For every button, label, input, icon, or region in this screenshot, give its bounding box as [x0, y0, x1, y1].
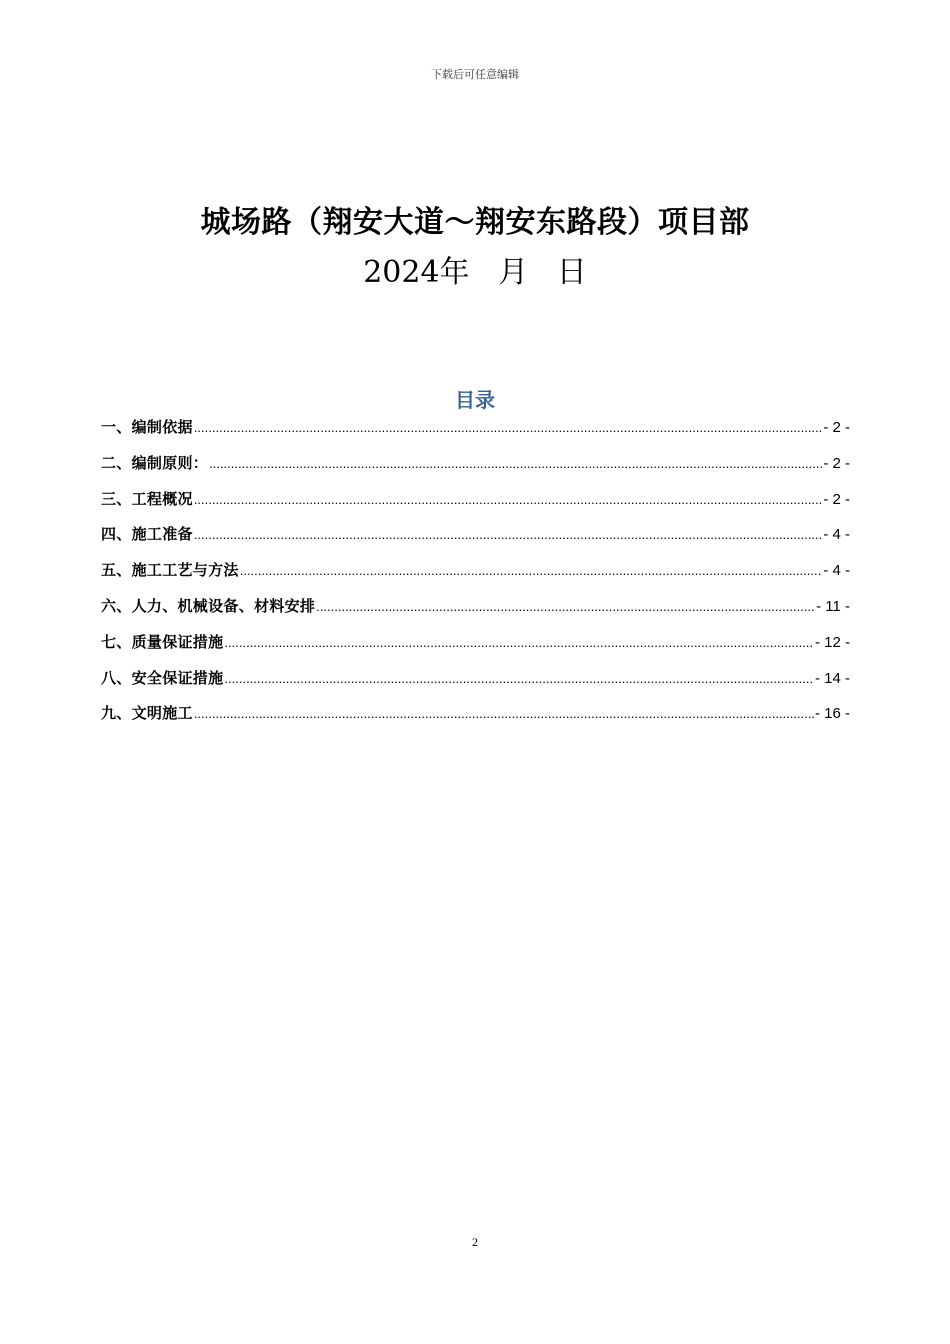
toc-entry-page: - 2 - [823, 419, 850, 436]
toc-entry[interactable] [101, 488, 850, 524]
page-number: 2 [472, 1235, 478, 1249]
toc-entry[interactable] [101, 595, 850, 631]
document-title: 城场路（翔安大道～翔安东路段）项目部 [200, 205, 750, 240]
toc-entry[interactable] [101, 631, 850, 667]
toc-entry[interactable] [101, 702, 850, 738]
toc-entry-page: - 14 - [814, 669, 850, 687]
toc-entry[interactable] [101, 452, 850, 488]
toc-leader-dots [209, 456, 822, 471]
toc-entry-page: - 16 - [814, 705, 850, 723]
toc-entry-label: 六、人力、机械设备、材料安排 [101, 596, 316, 615]
toc-entry[interactable] [101, 559, 850, 595]
toc-entry[interactable] [101, 667, 850, 703]
toc-entry-page: - 4 - [823, 526, 850, 544]
toc-leader-dots [194, 706, 814, 721]
toc-leader-dots [194, 420, 823, 435]
toc-entry[interactable] [101, 523, 850, 559]
toc-entry-page: - 2 - [823, 454, 850, 472]
header-note: 下载后可任意编辑 [431, 68, 519, 81]
table-of-contents [101, 416, 850, 738]
toc-leader-dots [240, 563, 823, 578]
toc-entry-label: 五、施工工艺与方法 [101, 561, 239, 580]
toc-entry-label: 九、文明施工 [101, 704, 193, 723]
toc-entry-label: 八、安全保证措施 [101, 668, 224, 687]
toc-entry-page: - 11 - [816, 597, 850, 615]
toc-entry[interactable] [101, 416, 850, 452]
toc-entry-page: - 4 - [823, 562, 850, 580]
toc-entry-page: - 12 - [814, 633, 850, 651]
toc-leader-dots [224, 635, 814, 650]
toc-entry-label: 七、质量保证措施 [101, 632, 224, 651]
toc-leader-dots [316, 599, 815, 614]
toc-entry-label: 四、施工准备 [101, 525, 193, 544]
title-block [0, 200, 950, 296]
toc-leader-dots [194, 527, 823, 542]
toc-leader-dots [194, 492, 823, 507]
toc-heading: 目录 [455, 388, 495, 412]
toc-entry-label: 一、编制依据 [101, 418, 193, 436]
toc-leader-dots [224, 671, 814, 686]
toc-entry-label: 二、编制原则： [101, 453, 209, 472]
toc-entry-label: 三、工程概况 [101, 489, 193, 508]
toc-entry-page: - 2 - [823, 490, 850, 508]
document-date: 2024年 月 日 [363, 255, 587, 290]
